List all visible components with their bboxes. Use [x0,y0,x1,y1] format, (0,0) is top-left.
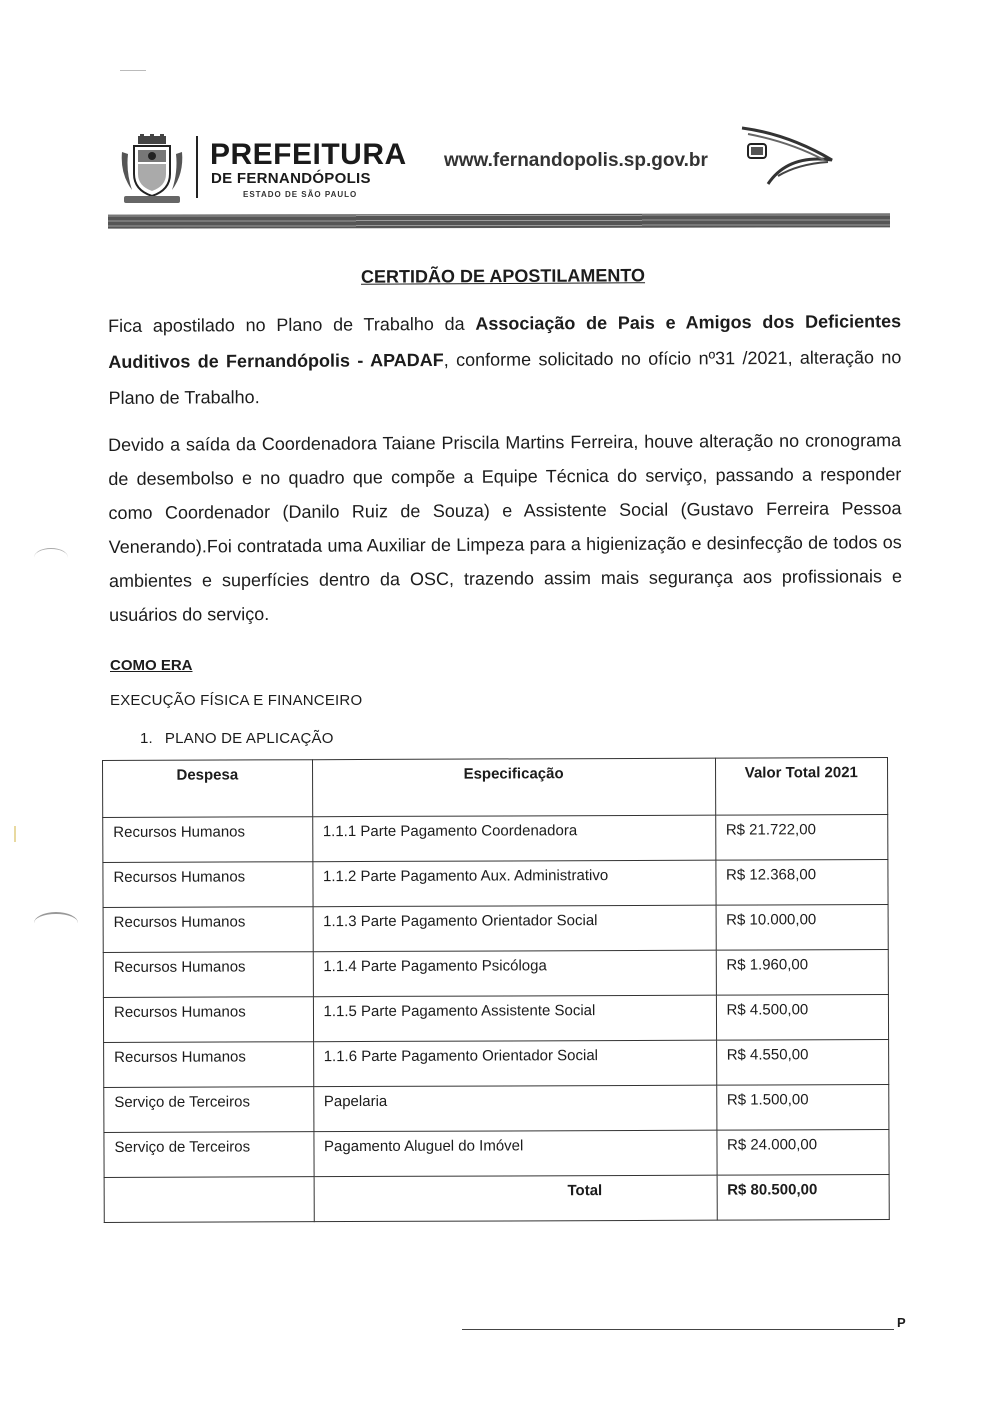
subsection-label: EXECUÇÃO FÍSICA E FINANCEIRO [110,692,363,709]
header-divider [196,136,198,198]
expense-cell: Recursos Humanos [104,1042,314,1088]
org-title: PREFEITURA [210,138,407,171]
specification-cell: 1.1.5 Parte Pagamento Assistente Social [313,995,716,1042]
table-row [103,904,888,952]
application-plan-table [102,757,890,1223]
list-item [140,730,334,747]
table-total-row [104,1174,889,1222]
org-city: DE FERNANDÓPOLIS [211,170,371,187]
table-header-row [103,757,888,817]
association-name: Associação de Pais e Amigos dos Deficientes Auditivos de Fernandópolis - APADAF [108,311,902,372]
specification-cell: 1.1.4 Parte Pagamento Psicóloga [313,950,716,997]
column-header: Valor Total 2021 [715,757,888,815]
org-state: ESTADO DE SÃO PAULO [243,190,358,199]
expense-cell: Serviço de Terceiros [104,1087,314,1133]
column-header: Despesa [103,760,313,818]
specification-cell: Pagamento Aluguel do Imóvel [313,1130,716,1177]
expense-cell: Serviço de Terceiros [104,1132,314,1178]
expense-cell: Recursos Humanos [103,817,313,863]
table-row [104,1039,889,1087]
total-value: R$ 80.500,00 [717,1174,890,1220]
value-cell: R$ 4.500,00 [716,994,889,1040]
value-cell: R$ 12.368,00 [715,859,888,905]
specification-cell: 1.1.2 Parte Pagamento Aux. Administrativo [312,860,715,907]
page-mark: P [897,1315,906,1330]
value-cell: R$ 1.500,00 [716,1084,889,1130]
value-cell: R$ 4.550,00 [716,1039,889,1085]
total-label: Total [314,1175,717,1222]
table-row [103,994,888,1042]
value-cell: R$ 1.960,00 [716,949,889,995]
intro-paragraph [108,303,902,416]
section-label: COMO ERA [110,657,193,674]
intro-text: Fica apostilado no Plano de Trabalho da [108,313,476,336]
specification-cell: Papelaria [313,1085,716,1132]
document-title: CERTIDÃO DE APOSTILAMENTO [360,265,646,287]
table-row [104,1129,889,1177]
city-emblem-icon [738,124,836,190]
signature-line [462,1329,894,1330]
empty-cell [104,1177,314,1223]
header-rule [108,213,890,228]
scan-mark [120,70,146,71]
specification-cell: 1.1.1 Parte Pagamento Coordenadora [312,815,715,862]
column-header: Especificação [312,758,715,817]
table-row [103,949,888,997]
expense-cell: Recursos Humanos [103,952,313,998]
specification-cell: 1.1.3 Parte Pagamento Orientador Social [313,905,716,952]
scan-mark [14,826,16,842]
value-cell: R$ 21.722,00 [715,814,888,860]
scan-mark [34,548,68,567]
value-cell: R$ 24.000,00 [716,1129,889,1175]
expense-cell: Recursos Humanos [103,907,313,953]
value-cell: R$ 10.000,00 [716,904,889,950]
intro-text-end: , conforme solicitado no ofício nº31 /2021, alteração no Plano de Trabalho. [108,347,902,408]
coat-of-arms-icon [118,134,186,206]
expense-cell: Recursos Humanos [103,862,313,908]
specification-cell: 1.1.6 Parte Pagamento Orientador Social [313,1040,716,1087]
table-row [103,859,888,907]
list-number: 1. [140,730,153,747]
table-row [104,1084,889,1132]
list-item-label: PLANO DE APLICAÇÃO [164,730,334,747]
expense-cell: Recursos Humanos [103,997,313,1043]
scan-mark [34,912,78,934]
table-row [103,814,888,862]
change-paragraph: Devido a saída da Coordenadora Taiane Priscila Martins Ferreira, houve alteração no cronograma de desembolso e no quadro que compõe a Equipe Técnica do serviço, passando a responder como Coordenador (Danilo Ruiz de Souza) e Assistente Social (Gustavo Ferreira Pessoa Venerando).Foi contratada uma Auxiliar de Limpeza para a higienização e desinfecção de todos os ambientes e superfícies dentro da OSC, trazendo assim mais segurança aos profissionais e usuários do serviço. [108,430,902,625]
website-link[interactable]: www.fernandopolis.sp.gov.br [444,150,708,171]
